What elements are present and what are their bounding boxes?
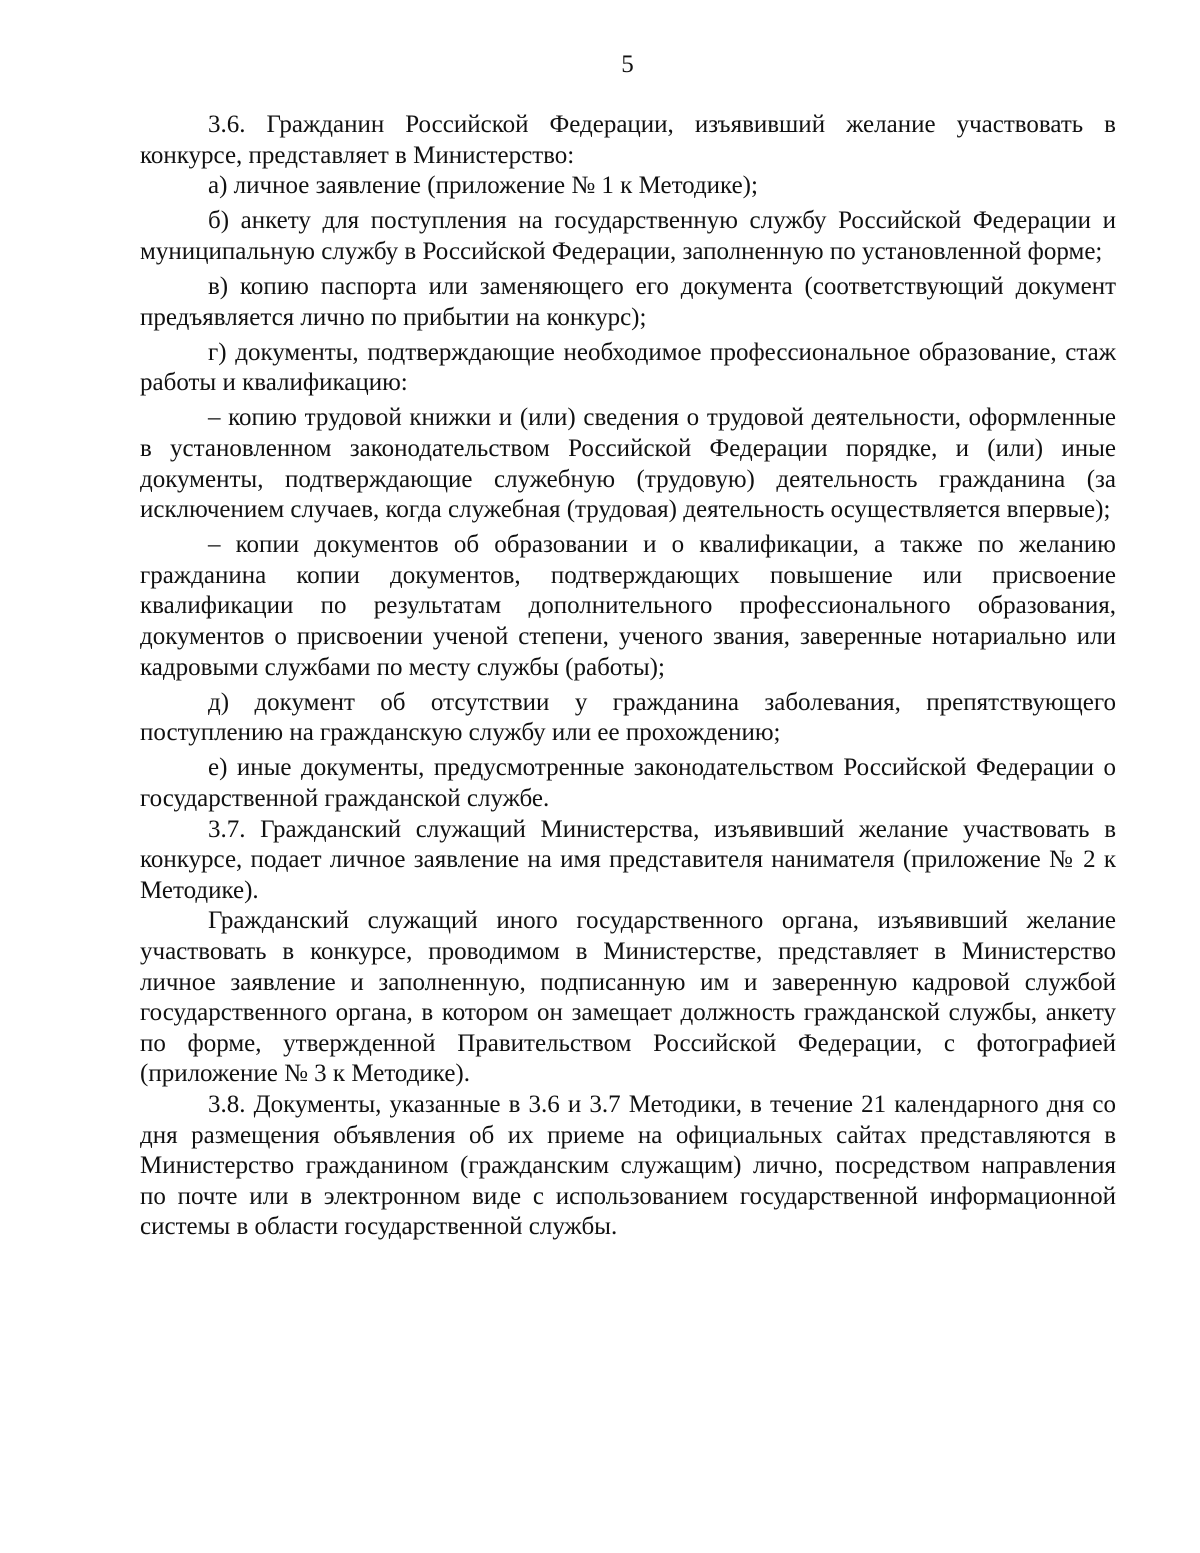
paragraph-3-8: 3.8. Документы, указанные в 3.6 и 3.7 Методики, в течение 21 календарного дня со дня размещения объявления об их приеме на официальных сайтах представляются в Министерство гражданином (гражданским служащим) лично, посредством направления по почте или в электронном виде с использованием государственной информационной системы в области государственной службы. (140, 1090, 1116, 1241)
paragraph-item-e: е) иные документы, предусмотренные законодательством Российской Федерации о государственной гражданской службе. (140, 754, 1116, 812)
document-body (140, 110, 1116, 1243)
paragraph-dash-education: – копии документов об образовании и о квалификации, а также по желанию гражданина копии документов, подтверждающих повышение или присвоение квалификации по результатам дополнительного профессионального образования, документов о присвоении ученой степени, ученого звания, заверенные нотариально или кадровыми службами по месту службы (работы); (140, 531, 1116, 681)
paragraph-3-6: 3.6. Гражданин Российской Федерации, изъявивший желание участвовать в конкурсе, представляет в Министерство: (140, 111, 1116, 169)
paragraph-other-agency-employee: Гражданский служащий иного государственного органа, изъявивший желание участвовать в конкурсе, проводимом в Министерстве, представляет в Министерство личное заявление и заполненную, подписанную им и заверенную кадровой службой государственного органа, в котором он замещает должность гражданской службы, анкету по форме, утвержденной Правительством Российской Федерации, с фотографией (приложение № 3 к Методике). (140, 907, 1116, 1088)
paragraph-item-b: б) анкету для поступления на государственную службу Российской Федерации и муниципальную службу в Российской Федерации, заполненную по установленной форме; (140, 207, 1116, 265)
paragraph-3-7: 3.7. Гражданский служащий Министерства, изъявивший желание участвовать в конкурсе, подает личное заявление на имя представителя нанимателя (приложение № 2 к Методике). (140, 815, 1116, 904)
paragraph-item-g: г) документы, подтверждающие необходимое профессиональное образование, стаж работы и квалификацию: (140, 338, 1116, 397)
paragraph-dash-work-record: – копию трудовой книжки и (или) сведения о трудовой деятельности, оформленные в установленном законодательством Российской Федерации порядке, и (или) иные документы, подтверждающие служебную (трудовую) деятельность гражданина (за исключением случаев, когда служебная (трудовая) деятельность осуществляется впервые); (140, 404, 1116, 524)
paragraph-item-v: в) копию паспорта или заменяющего его документа (соответствующий документ предъявляется лично по прибытии на конкурс); (140, 272, 1116, 331)
paragraph-item-d: д) документ об отсутствии у гражданина заболевания, препятствующего поступлению на гражданскую службу или ее прохождению; (140, 688, 1116, 747)
paragraph-item-a: а) личное заявление (приложение № 1 к Методике); (208, 172, 758, 200)
page-number: 5 (621, 51, 634, 78)
